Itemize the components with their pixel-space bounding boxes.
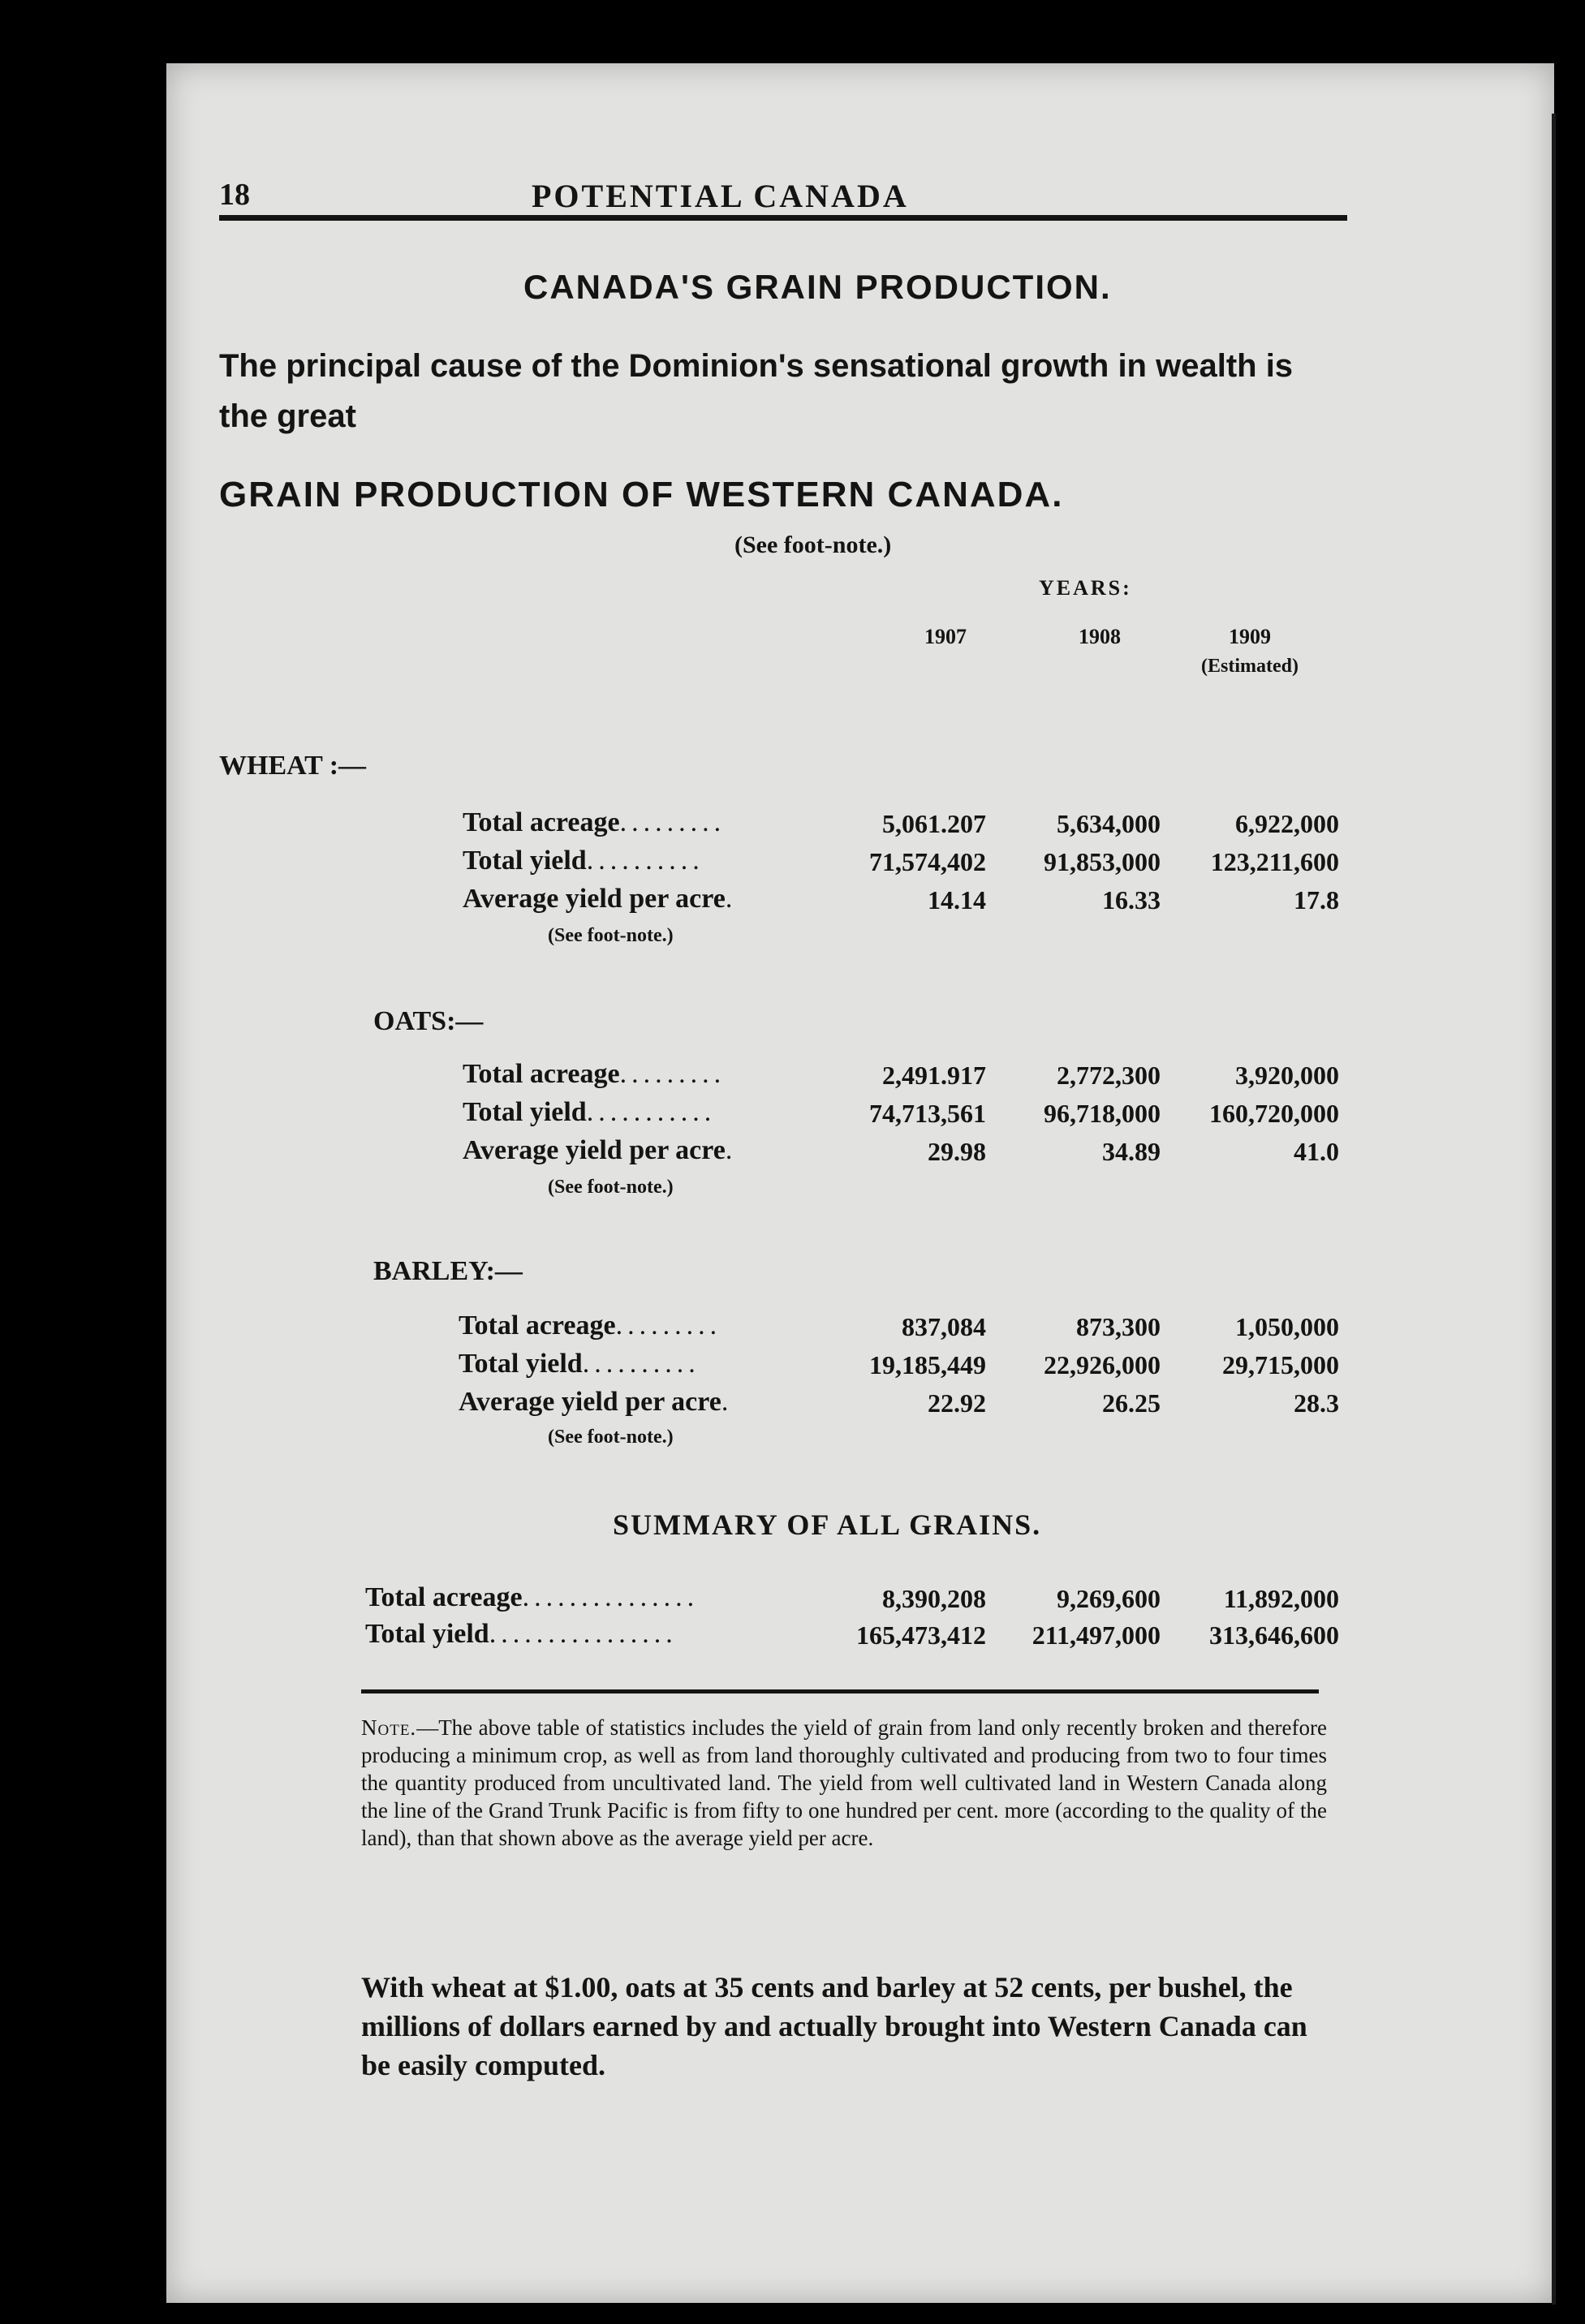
footnote-paragraph [361, 1714, 1327, 1852]
year-1909: 1909 [1229, 625, 1271, 648]
table-cell: 11,892,000 [1223, 1584, 1339, 1613]
table-cell: 22,926,000 [1044, 1350, 1161, 1379]
note-rule [361, 1689, 1319, 1694]
row-label: Average yield per acre. [459, 1387, 734, 1417]
note-heading: Note. [361, 1715, 417, 1740]
table-cell: 2,491.917 [882, 1061, 986, 1090]
table-title: GRAIN PRODUCTION OF WESTERN CANADA. [219, 475, 1064, 514]
table-cell: 41.0 [1294, 1137, 1339, 1166]
row-label: Total acreage......... [463, 807, 726, 837]
page-title: CANADA'S GRAIN PRODUCTION. [523, 268, 1112, 306]
table-cell: 160,720,000 [1209, 1099, 1339, 1128]
table-cell: 211,497,000 [1032, 1620, 1161, 1650]
running-title: POTENTIAL CANADA [532, 178, 909, 214]
row-footnote: (See foot-note.) [548, 1177, 674, 1198]
table-cell: 22.92 [928, 1388, 986, 1418]
table-cell: 5,061.207 [882, 809, 986, 838]
row-label: Total yield........... [463, 1097, 717, 1127]
page-edge-line [1552, 114, 1556, 2305]
header-rule [219, 215, 1347, 221]
table-cell: 313,646,600 [1209, 1620, 1339, 1650]
note-text: —The above table of statistics includes the yield of grain from land only recently broken and therefore producing a minimum crop, as well as from land thoroughly cultivated and producing from two to four times the quantity produced from uncultivated land. The yield from well cultivated land in Western Canada along the line of the Grand Trunk Pacific is from fifty to one hundred per cent. more (according to the quality of the land), than that shown above as the average yield per acre. [361, 1715, 1327, 1850]
section-heading-barley: BARLEY:— [373, 1256, 523, 1286]
table-cell: 74,713,561 [869, 1099, 986, 1128]
summary-heading: SUMMARY OF ALL GRAINS. [613, 1508, 1042, 1541]
table-cell: 34.89 [1102, 1137, 1161, 1166]
table-cell: 91,853,000 [1044, 847, 1161, 876]
year-1907: 1907 [924, 625, 967, 648]
row-label: Total acreage......... [463, 1059, 726, 1089]
row-label: Average yield per acre. [463, 1135, 738, 1165]
table-cell: 9,269,600 [1057, 1584, 1161, 1613]
table-cell: 5,634,000 [1057, 809, 1161, 838]
page-number: 18 [219, 178, 250, 212]
table-cell: 14.14 [928, 885, 986, 915]
table-cell: 8,390,208 [882, 1584, 986, 1613]
section-heading-wheat: WHEAT :— [219, 751, 367, 781]
table-cell: 873,300 [1076, 1312, 1161, 1341]
table-cell: 837,084 [902, 1312, 986, 1341]
table-cell: 16.33 [1102, 885, 1161, 915]
table-cell: 123,211,600 [1210, 847, 1339, 876]
table-cell: 6,922,000 [1235, 809, 1339, 838]
table-cell: 26.25 [1102, 1388, 1161, 1418]
years-header: YEARS: [1039, 576, 1132, 600]
intro-paragraph: The principal cause of the Dominion's sensational growth in wealth is the great [219, 348, 1294, 434]
year-estimated-note: (Estimated) [1201, 656, 1299, 677]
table-cell: 29.98 [928, 1137, 986, 1166]
row-label: Average yield per acre. [463, 884, 738, 914]
table-cell: 28.3 [1294, 1388, 1339, 1418]
year-1908: 1908 [1079, 625, 1121, 648]
row-label: Total yield.......... [463, 846, 704, 876]
table-cell: 2,772,300 [1057, 1061, 1161, 1090]
table-cell: 19,185,449 [869, 1350, 986, 1379]
table-cell: 17.8 [1294, 885, 1339, 915]
table-title-note: (See foot-note.) [734, 532, 892, 558]
table-cell: 3,920,000 [1235, 1061, 1339, 1090]
table-cell: 165,473,412 [856, 1620, 986, 1650]
row-label: Total acreage............... [365, 1582, 700, 1612]
closing-paragraph: With wheat at $1.00, oats at 35 cents and barley at 52 cents, per bushel, the millions of dollars earned by and actually brought into Western Canada can be easily computed. [361, 1971, 1307, 2081]
table-cell: 29,715,000 [1222, 1350, 1339, 1379]
row-label: Total yield................ [365, 1619, 678, 1649]
table-cell: 1,050,000 [1235, 1312, 1339, 1341]
table-cell: 96,718,000 [1044, 1099, 1161, 1128]
row-footnote: (See foot-note.) [548, 925, 674, 946]
row-label: Total acreage......... [459, 1310, 722, 1341]
section-heading-oats: OATS:— [373, 1006, 484, 1036]
row-footnote: (See foot-note.) [548, 1427, 674, 1448]
table-cell: 71,574,402 [869, 847, 986, 876]
row-label: Total yield.......... [459, 1349, 700, 1379]
